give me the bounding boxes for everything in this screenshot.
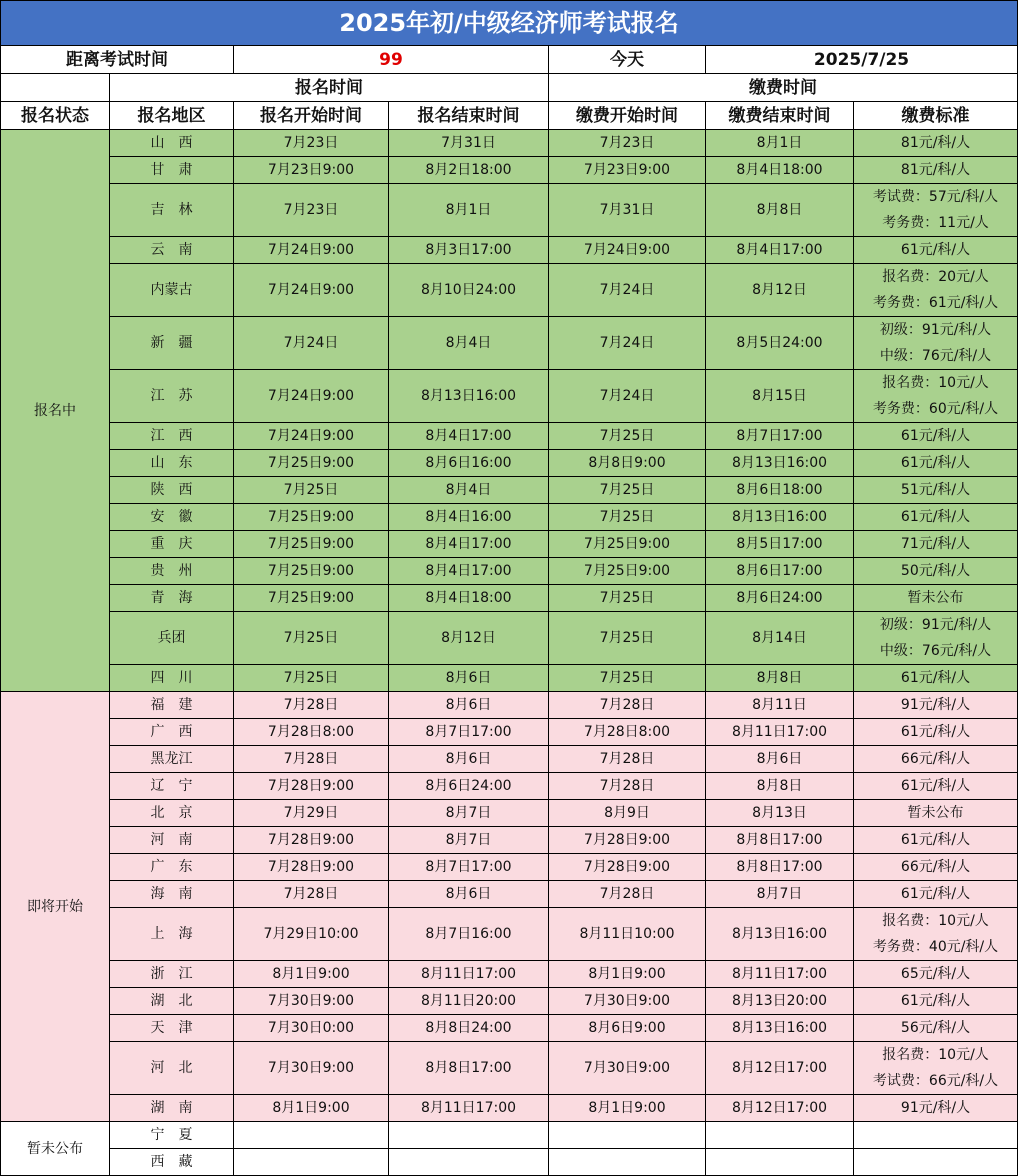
fee-cell [854,692,1018,719]
table-row [1,719,1018,746]
table-row [1,585,1018,612]
fee-cell [854,908,1018,961]
reg-end-cell: 8月7日 [389,800,549,827]
pay-end-cell: 8月8日17:00 [706,854,854,881]
fee-line: 61元/科/人 [900,832,971,848]
pay-start-cell [549,1149,706,1176]
pay-start-cell: 7月28日 [549,746,706,773]
pay-end-cell: 8月6日18:00 [706,477,854,504]
table-row [1,961,1018,988]
region-cell: 贵 州 [110,558,234,585]
fee-line: 50元/科/人 [900,563,971,579]
reg-start-cell: 7月25日9:00 [234,504,389,531]
pay-end-cell: 8月14日 [706,612,854,665]
fee-line: 暂未公布 [907,805,964,821]
table-row [1,746,1018,773]
region-cell: 江 西 [110,423,234,450]
header-reg-start: 报名开始时间 [234,102,389,130]
fee-line: 71元/科/人 [900,536,971,552]
table-row [1,908,1018,961]
region-cell: 广 东 [110,854,234,881]
table-row [1,988,1018,1015]
pay-start-cell: 8月1日9:00 [549,1095,706,1122]
reg-end-cell: 8月8日24:00 [389,1015,549,1042]
region-cell: 山 西 [110,130,234,157]
region-cell: 甘 肃 [110,157,234,184]
fee-line: 中级：76元/科/人 [879,348,992,364]
pay-start-cell: 8月8日9:00 [549,450,706,477]
reg-end-cell: 8月6日24:00 [389,773,549,800]
table-row [1,130,1018,157]
table-row [1,881,1018,908]
pay-start-cell: 7月24日 [549,317,706,370]
table-row [1,558,1018,585]
fee-cell [854,370,1018,423]
reg-end-cell: 8月11日20:00 [389,988,549,1015]
region-cell: 辽 宁 [110,773,234,800]
fee-line: 66元/科/人 [900,859,971,875]
status-cell: 暂未公布 [1,1122,110,1176]
reg-start-cell: 7月24日 [234,317,389,370]
pay-start-cell: 8月1日9:00 [549,961,706,988]
reg-start-cell: 7月25日 [234,665,389,692]
pay-end-cell: 8月5日24:00 [706,317,854,370]
region-cell: 北 京 [110,800,234,827]
pay-end-cell: 8月12日17:00 [706,1042,854,1095]
fee-line: 56元/科/人 [900,1020,971,1036]
reg-end-cell: 8月4日17:00 [389,531,549,558]
fee-cell [854,531,1018,558]
pay-start-cell: 7月25日 [549,585,706,612]
region-cell: 陕 西 [110,477,234,504]
pay-end-cell: 8月8日 [706,773,854,800]
fee-cell [854,157,1018,184]
table-row [1,612,1018,665]
pay-end-cell: 8月6日 [706,746,854,773]
fee-cell [854,881,1018,908]
region-cell: 天 津 [110,1015,234,1042]
region-cell: 江 苏 [110,370,234,423]
region-cell: 兵团 [110,612,234,665]
fee-line: 61元/科/人 [900,455,971,471]
table-row [1,665,1018,692]
reg-start-cell: 7月25日9:00 [234,531,389,558]
fee-cell [854,773,1018,800]
pay-end-cell: 8月13日 [706,800,854,827]
pay-start-cell: 7月25日9:00 [549,558,706,585]
reg-end-cell: 8月13日16:00 [389,370,549,423]
fee-line: 61元/科/人 [900,428,971,444]
pay-end-cell: 8月8日 [706,184,854,237]
table-row [1,854,1018,881]
fee-cell [854,1149,1018,1176]
table-row [1,1015,1018,1042]
table-row [1,800,1018,827]
pay-start-cell: 7月25日 [549,423,706,450]
reg-end-cell: 8月4日17:00 [389,558,549,585]
table-row [1,1122,1018,1149]
pay-end-cell: 8月12日 [706,264,854,317]
fee-cell [854,827,1018,854]
pay-end-cell: 8月8日17:00 [706,827,854,854]
reg-end-cell: 8月1日 [389,184,549,237]
reg-end-cell: 8月7日17:00 [389,854,549,881]
reg-start-cell: 7月28日 [234,881,389,908]
reg-start-cell: 7月24日9:00 [234,264,389,317]
region-cell: 河 南 [110,827,234,854]
table-row [1,773,1018,800]
pay-start-cell: 7月30日9:00 [549,1042,706,1095]
pay-end-cell: 8月6日24:00 [706,585,854,612]
reg-end-cell: 8月6日 [389,692,549,719]
pay-end-cell: 8月13日16:00 [706,908,854,961]
reg-start-cell: 7月30日0:00 [234,1015,389,1042]
reg-end-cell [389,1149,549,1176]
pay-end-cell: 8月7日17:00 [706,423,854,450]
region-cell: 海 南 [110,881,234,908]
reg-start-cell: 7月24日9:00 [234,370,389,423]
table-row [1,450,1018,477]
region-cell: 河 北 [110,1042,234,1095]
pay-end-cell: 8月4日17:00 [706,237,854,264]
today-date: 2025/7/25 [706,46,1018,74]
reg-end-cell: 8月7日 [389,827,549,854]
reg-start-cell: 7月30日9:00 [234,988,389,1015]
header-status: 报名状态 [1,102,110,130]
pay-start-cell: 7月30日9:00 [549,988,706,1015]
pay-start-cell: 7月23日9:00 [549,157,706,184]
pay-start-cell: 8月6日9:00 [549,1015,706,1042]
fee-cell [854,665,1018,692]
fee-cell [854,800,1018,827]
reg-start-cell [234,1149,389,1176]
region-cell: 浙 江 [110,961,234,988]
reg-start-cell: 7月28日9:00 [234,773,389,800]
region-cell: 重 庆 [110,531,234,558]
fee-line: 61元/科/人 [900,724,971,740]
fee-cell [854,719,1018,746]
region-cell: 上 海 [110,908,234,961]
fee-line: 报名费：10元/人 [882,913,989,929]
status-cell: 报名中 [1,130,110,692]
pay-end-cell: 8月13日20:00 [706,988,854,1015]
pay-start-cell: 8月9日 [549,800,706,827]
pay-end-cell: 8月13日16:00 [706,450,854,477]
region-cell: 吉 林 [110,184,234,237]
table-row [1,531,1018,558]
reg-start-cell: 7月28日8:00 [234,719,389,746]
fee-cell [854,585,1018,612]
pay-start-cell: 7月25日 [549,612,706,665]
pay-start-cell: 7月25日9:00 [549,531,706,558]
reg-end-cell: 8月7日16:00 [389,908,549,961]
region-cell: 湖 北 [110,988,234,1015]
fee-line: 61元/科/人 [900,778,971,794]
reg-start-cell: 7月25日 [234,477,389,504]
group-header-payment: 缴费时间 [549,74,1018,102]
reg-end-cell: 8月11日17:00 [389,961,549,988]
fee-line: 91元/科/人 [900,1100,971,1116]
reg-end-cell [389,1122,549,1149]
reg-start-cell: 7月30日9:00 [234,1042,389,1095]
countdown-label: 距离考试时间 [1,46,234,74]
fee-line: 考务费：40元/科/人 [872,939,999,955]
table-row [1,1042,1018,1095]
header-region: 报名地区 [110,102,234,130]
reg-start-cell: 7月29日10:00 [234,908,389,961]
fee-line: 报名费：10元/人 [882,375,989,391]
reg-start-cell: 7月24日9:00 [234,423,389,450]
pay-end-cell: 8月11日17:00 [706,719,854,746]
pay-end-cell: 8月15日 [706,370,854,423]
reg-start-cell: 7月28日9:00 [234,854,389,881]
reg-start-cell: 7月25日9:00 [234,450,389,477]
page-title: 2025年初/中级经济师考试报名 [1,1,1018,46]
reg-end-cell: 8月6日 [389,881,549,908]
group-header-register: 报名时间 [110,74,549,102]
reg-end-cell: 8月3日17:00 [389,237,549,264]
fee-line: 初级：91元/科/人 [879,322,992,338]
fee-cell [854,612,1018,665]
countdown-days: 99 [234,46,549,74]
table-row [1,237,1018,264]
reg-start-cell: 7月25日 [234,612,389,665]
table-row [1,157,1018,184]
reg-start-cell: 7月24日9:00 [234,237,389,264]
pay-start-cell: 7月28日9:00 [549,827,706,854]
pay-end-cell: 8月12日17:00 [706,1095,854,1122]
region-cell: 安 徽 [110,504,234,531]
region-cell: 新 疆 [110,317,234,370]
table-row [1,477,1018,504]
pay-start-cell: 7月24日 [549,370,706,423]
fee-line: 考试费：66元/科/人 [872,1073,999,1089]
region-cell: 黑龙江 [110,746,234,773]
table-row [1,1095,1018,1122]
pay-end-cell: 8月5日17:00 [706,531,854,558]
pay-end-cell: 8月11日 [706,692,854,719]
fee-line: 报名费：20元/人 [882,269,989,285]
fee-line: 考务费：61元/科/人 [872,295,999,311]
fee-line: 61元/科/人 [900,670,971,686]
pay-start-cell [549,1122,706,1149]
fee-line: 66元/科/人 [900,751,971,767]
fee-line: 61元/科/人 [900,993,971,1009]
header-pay-end: 缴费结束时间 [706,102,854,130]
fee-cell [854,317,1018,370]
fee-line: 61元/科/人 [900,886,971,902]
pay-start-cell: 7月24日 [549,264,706,317]
fee-cell [854,988,1018,1015]
pay-start-cell: 7月25日 [549,504,706,531]
fee-line: 报名费：10元/人 [882,1047,989,1063]
pay-start-cell: 7月25日 [549,665,706,692]
header-reg-end: 报名结束时间 [389,102,549,130]
pay-end-cell: 8月13日16:00 [706,1015,854,1042]
reg-start-cell: 7月23日 [234,130,389,157]
region-cell: 西 藏 [110,1149,234,1176]
reg-end-cell: 8月11日17:00 [389,1095,549,1122]
reg-end-cell: 8月8日17:00 [389,1042,549,1095]
region-cell: 广 西 [110,719,234,746]
fee-cell [854,1122,1018,1149]
region-cell: 山 东 [110,450,234,477]
fee-cell [854,130,1018,157]
fee-line: 考试费：57元/科/人 [872,189,999,205]
reg-end-cell: 8月6日 [389,746,549,773]
fee-cell [854,477,1018,504]
region-cell: 宁 夏 [110,1122,234,1149]
reg-start-cell: 7月28日9:00 [234,827,389,854]
pay-end-cell: 8月8日 [706,665,854,692]
reg-end-cell: 8月10日24:00 [389,264,549,317]
pay-start-cell: 7月28日 [549,773,706,800]
pay-end-cell: 8月6日17:00 [706,558,854,585]
fee-cell [854,1042,1018,1095]
table-row [1,827,1018,854]
reg-end-cell: 8月6日16:00 [389,450,549,477]
reg-start-cell: 7月28日 [234,692,389,719]
region-cell: 内蒙古 [110,264,234,317]
fee-line: 65元/科/人 [900,966,971,982]
reg-start-cell: 7月28日 [234,746,389,773]
reg-start-cell: 7月25日9:00 [234,585,389,612]
fee-cell [854,746,1018,773]
table-row [1,184,1018,237]
group-header-blank [1,74,110,102]
fee-cell [854,854,1018,881]
table-row [1,423,1018,450]
fee-line: 中级：76元/科/人 [879,643,992,659]
fee-cell [854,450,1018,477]
reg-start-cell: 7月23日9:00 [234,157,389,184]
pay-start-cell: 7月28日 [549,692,706,719]
reg-end-cell: 8月4日 [389,317,549,370]
table-row [1,264,1018,317]
pay-end-cell: 8月11日17:00 [706,961,854,988]
reg-end-cell: 8月6日 [389,665,549,692]
pay-end-cell [706,1149,854,1176]
reg-end-cell: 8月4日 [389,477,549,504]
fee-line: 暂未公布 [907,590,964,606]
fee-cell [854,1015,1018,1042]
reg-end-cell: 8月4日17:00 [389,423,549,450]
reg-end-cell: 8月4日18:00 [389,585,549,612]
reg-start-cell: 7月29日 [234,800,389,827]
reg-end-cell: 8月2日18:00 [389,157,549,184]
pay-start-cell: 7月28日8:00 [549,719,706,746]
reg-start-cell: 8月1日9:00 [234,961,389,988]
fee-line: 91元/科/人 [900,697,971,713]
pay-start-cell: 7月28日9:00 [549,854,706,881]
region-cell: 云 南 [110,237,234,264]
table-row [1,504,1018,531]
pay-end-cell [706,1122,854,1149]
table-row [1,692,1018,719]
reg-end-cell: 7月31日 [389,130,549,157]
fee-cell [854,504,1018,531]
fee-line: 61元/科/人 [900,242,971,258]
fee-cell [854,237,1018,264]
pay-start-cell: 7月24日9:00 [549,237,706,264]
header-pay-start: 缴费开始时间 [549,102,706,130]
fee-cell [854,1095,1018,1122]
reg-end-cell: 8月7日17:00 [389,719,549,746]
fee-line: 51元/科/人 [900,482,971,498]
table-row [1,317,1018,370]
reg-start-cell: 8月1日9:00 [234,1095,389,1122]
pay-end-cell: 8月13日16:00 [706,504,854,531]
fee-line: 81元/科/人 [900,162,971,178]
fee-line: 考务费：60元/科/人 [872,401,999,417]
table-row [1,370,1018,423]
fee-line: 初级：91元/科/人 [879,617,992,633]
fee-cell [854,264,1018,317]
region-cell: 福 建 [110,692,234,719]
fee-cell [854,423,1018,450]
fee-cell [854,961,1018,988]
pay-end-cell: 8月1日 [706,130,854,157]
today-label: 今天 [549,46,706,74]
pay-start-cell: 7月28日 [549,881,706,908]
pay-end-cell: 8月7日 [706,881,854,908]
reg-end-cell: 8月4日16:00 [389,504,549,531]
reg-end-cell: 8月12日 [389,612,549,665]
pay-start-cell: 7月23日 [549,130,706,157]
reg-start-cell [234,1122,389,1149]
table-row [1,1149,1018,1176]
region-cell: 青 海 [110,585,234,612]
pay-start-cell: 7月25日 [549,477,706,504]
reg-start-cell: 7月25日9:00 [234,558,389,585]
region-cell: 四 川 [110,665,234,692]
fee-line: 61元/科/人 [900,509,971,525]
pay-start-cell: 7月31日 [549,184,706,237]
pay-start-cell: 8月11日10:00 [549,908,706,961]
fee-line: 81元/科/人 [900,135,971,151]
reg-start-cell: 7月23日 [234,184,389,237]
fee-line: 考务费：11元/人 [882,215,989,231]
fee-cell [854,558,1018,585]
status-cell: 即将开始 [1,692,110,1122]
region-cell: 湖 南 [110,1095,234,1122]
header-fee: 缴费标准 [854,102,1018,130]
fee-cell [854,184,1018,237]
pay-end-cell: 8月4日18:00 [706,157,854,184]
